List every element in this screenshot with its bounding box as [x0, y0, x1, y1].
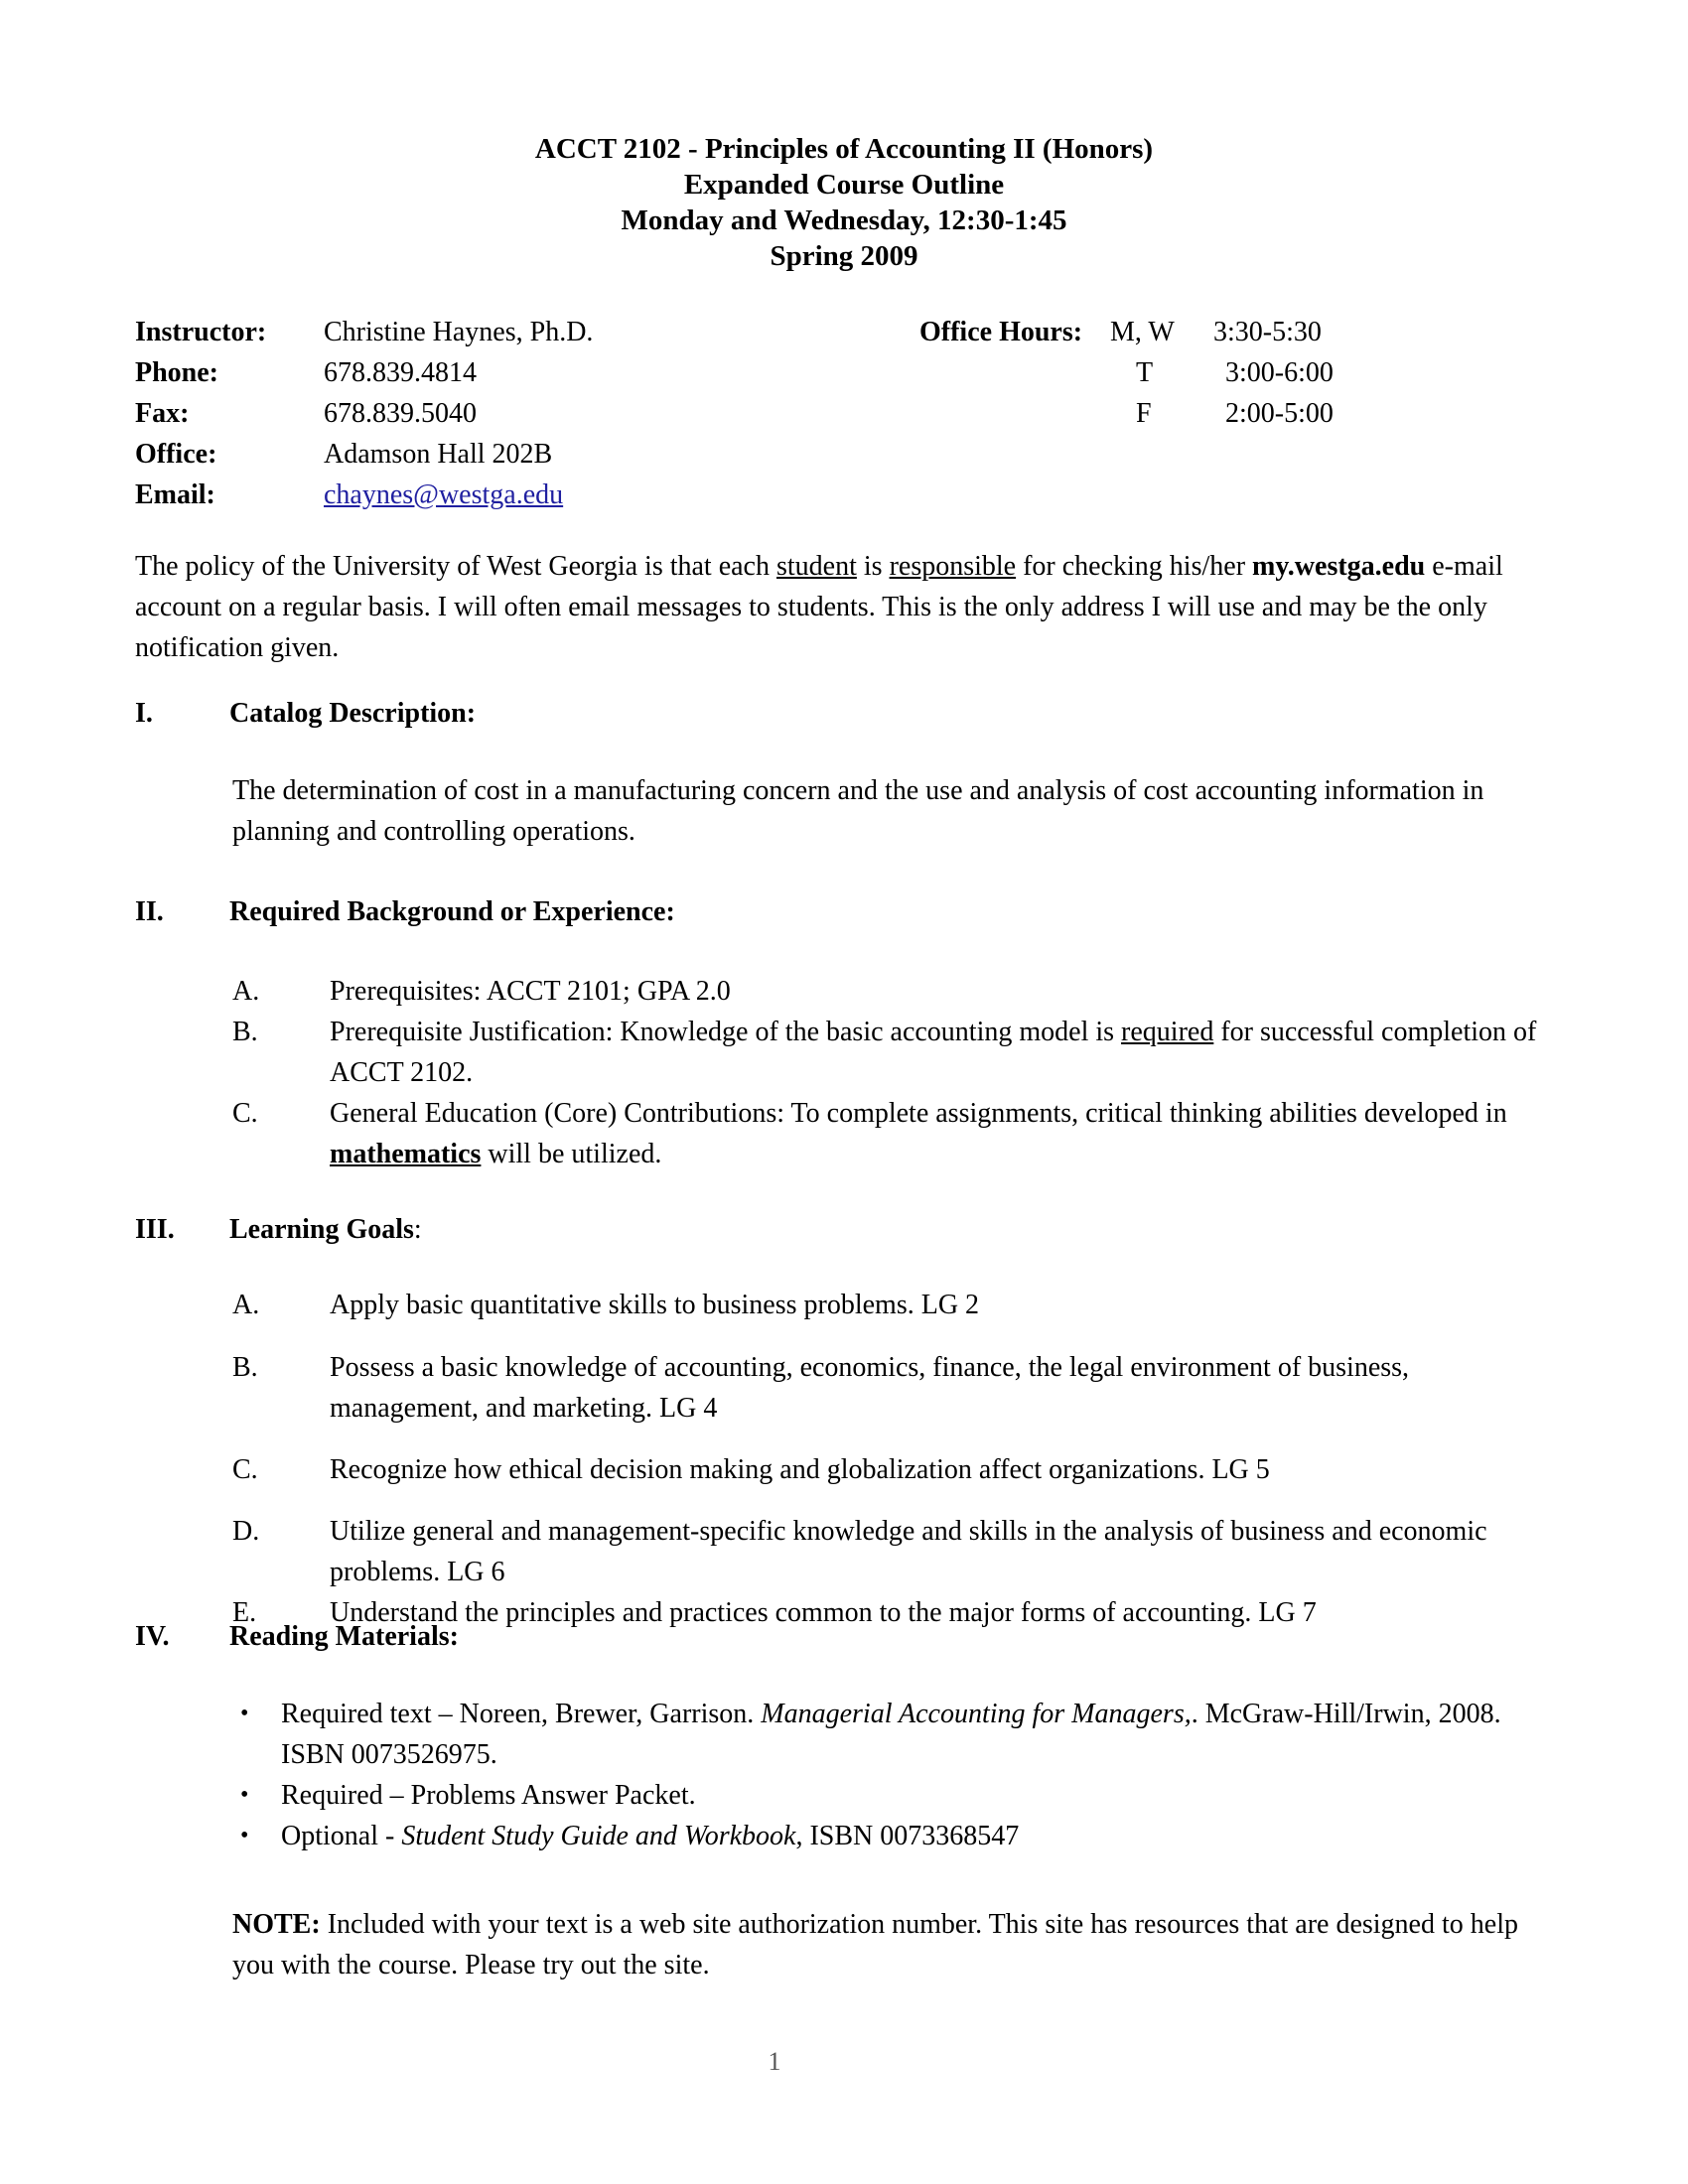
list-item: [232, 1449, 1555, 1490]
reading-materials-note: [232, 1904, 1555, 1985]
bullet-1-pre: Required text – Noreen, Brewer, Garrison.: [281, 1699, 762, 1729]
section-title-catalog-description: Catalog Description:: [229, 698, 477, 729]
item-b-underline-required: required: [1121, 1017, 1214, 1047]
email-value-wrap: [324, 475, 563, 515]
office-hours-days-1: M, W: [1110, 317, 1175, 347]
learning-goals-text: Learning Goals: [229, 1214, 414, 1245]
email-link[interactable]: chaynes@westga.edu: [324, 479, 564, 510]
item-c-bold-underline-mathematics: mathematics: [330, 1139, 482, 1169]
item-b-pre: Prerequisite Justification: Knowledge of the basic accounting model is: [330, 1017, 1122, 1047]
email-policy-paragraph: [135, 546, 1555, 668]
item-text-b: [330, 1012, 1553, 1093]
item-text-c: [330, 1093, 1553, 1174]
office-hours-time-1: 3:30-5:30: [1213, 317, 1322, 347]
fax-value: 678.839.5040: [324, 398, 477, 429]
list-item: [232, 1347, 1555, 1429]
phone-value: 678.839.4814: [324, 357, 477, 388]
policy-bold-domain: my.westga.edu: [1252, 551, 1426, 582]
contact-row-fax: [135, 393, 1575, 434]
bullet-1-italic-title: Managerial Accounting for Managers,: [761, 1699, 1192, 1729]
goal-text-b: Possess a basic knowledge of accounting, economics, finance, the legal environment of business, management, and marketing. LG 4: [330, 1352, 1410, 1424]
goal-marker-a: A.: [232, 1290, 260, 1320]
reading-materials-bullets: [240, 1694, 1551, 1856]
instructor-value: Christine Haynes, Ph.D.: [324, 317, 594, 347]
policy-text-2: is: [856, 551, 890, 582]
list-item: [240, 1816, 1551, 1856]
office-hours-days-3: F: [1136, 398, 1152, 429]
office-label: Office:: [135, 439, 217, 470]
title-line-4: Spring 2009: [770, 240, 918, 272]
office-hours-time-2: 3:00-6:00: [1225, 357, 1334, 388]
bullet-1-post: . McGraw-Hill/Irwin, 2008. ISBN 0073526975.: [281, 1699, 1501, 1770]
contact-row-office: [135, 434, 1575, 475]
section-two-list: [232, 971, 1553, 1174]
title-line-3: Monday and Wednesday, 12:30-1:45: [621, 205, 1067, 236]
goal-marker-c: C.: [232, 1454, 258, 1485]
policy-underline-responsible: responsible: [889, 551, 1017, 582]
phone-label: Phone:: [135, 357, 218, 388]
item-text-a: Prerequisites: ACCT 2101; GPA 2.0: [330, 976, 731, 1007]
bullet-icon: •: [240, 1823, 249, 1848]
bullet-3-pre: Optional -: [281, 1821, 402, 1851]
bullet-icon: •: [240, 1782, 249, 1808]
policy-underline-student: student: [775, 551, 857, 582]
section-numeral-ii: II.: [135, 896, 164, 927]
list-item: [232, 971, 1553, 1012]
bullet-3-italic-title: Student Study Guide and Workbook: [401, 1821, 796, 1851]
list-item: [232, 1093, 1553, 1174]
item-b-post: for successful completion of ACCT 2102.: [330, 1017, 1537, 1088]
bullet-icon: •: [240, 1701, 249, 1726]
email-label: Email:: [135, 479, 215, 510]
section-numeral-iv: IV.: [135, 1621, 170, 1652]
fax-label: Fax:: [135, 398, 190, 429]
item-c-post: will be utilized.: [481, 1139, 662, 1169]
learning-goals-colon: :: [413, 1214, 422, 1245]
goal-marker-d: D.: [232, 1516, 260, 1547]
title-line-2: Expanded Course Outline: [683, 169, 1005, 201]
policy-text-1: The policy of the University of West Georgia is that each: [135, 551, 776, 582]
goal-marker-e: E.: [232, 1597, 257, 1628]
list-item: [232, 1511, 1555, 1592]
item-marker-b: B.: [232, 1017, 258, 1047]
section-title-learning-goals: [229, 1209, 422, 1250]
policy-text-3: for checking his/her: [1016, 551, 1253, 582]
office-hours-time-3: 2:00-5:00: [1225, 398, 1334, 429]
section-numeral-i: I.: [135, 698, 153, 729]
bullet-text-study-guide: [281, 1816, 1551, 1856]
bullet-text-answer-packet: [281, 1775, 1551, 1816]
document-title-block: [0, 131, 1688, 274]
page-number: 1: [768, 2047, 781, 2076]
section-numeral-iii: III.: [135, 1214, 175, 1245]
contact-row-instructor: [135, 312, 1575, 352]
instructor-label: Instructor:: [135, 317, 267, 347]
list-item: [240, 1775, 1551, 1816]
item-c-pre: General Education (Core) Contributions: To complete assignments, critical thinking abilities developed in: [330, 1098, 1507, 1129]
item-marker-a: A.: [232, 976, 260, 1007]
list-item: [240, 1694, 1551, 1775]
title-line-1: ACCT 2102 - Principles of Accounting II (Honors): [534, 133, 1154, 165]
office-value: Adamson Hall 202B: [324, 439, 553, 470]
bullet-2-pre: Required – Problems Answer Packet.: [281, 1780, 696, 1811]
goal-text-d: Utilize general and management-specific knowledge and skills in the analysis of business and economic problems. LG 6: [330, 1516, 1487, 1587]
list-item: [232, 1285, 1555, 1325]
bullet-3-post: , ISBN 0073368547: [795, 1821, 1020, 1851]
section-three-list: [232, 1285, 1555, 1633]
section-title-required-background: Required Background or Experience:: [229, 896, 675, 927]
section-title-reading-materials: Reading Materials:: [229, 1621, 459, 1652]
goal-text-a: Apply basic quantitative skills to business problems. LG 2: [330, 1290, 980, 1320]
goal-text-e: Understand the principles and practices common to the major forms of accounting. LG 7: [330, 1597, 1317, 1628]
item-marker-c: C.: [232, 1098, 258, 1129]
contact-row-email: [135, 475, 1575, 515]
note-text: Included with your text is a web site authorization number. This site has resources that are designed to help you with the course. Please try out the site.: [232, 1909, 1518, 1980]
contact-info-block: [135, 312, 1575, 515]
section-body-catalog-description: The determination of cost in a manufacturing concern and the use and analysis of cost accounting information in planning and controlling operations.: [232, 775, 1484, 847]
office-hours-label: Office Hours:: [919, 317, 1083, 347]
list-item: [232, 1012, 1553, 1093]
policy-text-4: e-mail account on a regular basis. I will often email messages to students. This is the only address I will use and may be the only notification given.: [135, 551, 1503, 663]
goal-marker-b: B.: [232, 1352, 258, 1383]
contact-row-phone: [135, 352, 1575, 393]
office-hours-days-2: T: [1136, 357, 1154, 388]
goal-text-c: Recognize how ethical decision making and globalization affect organizations. LG 5: [330, 1454, 1270, 1485]
note-bold-label: NOTE:: [232, 1909, 321, 1940]
bullet-text-required-text: [281, 1694, 1551, 1775]
